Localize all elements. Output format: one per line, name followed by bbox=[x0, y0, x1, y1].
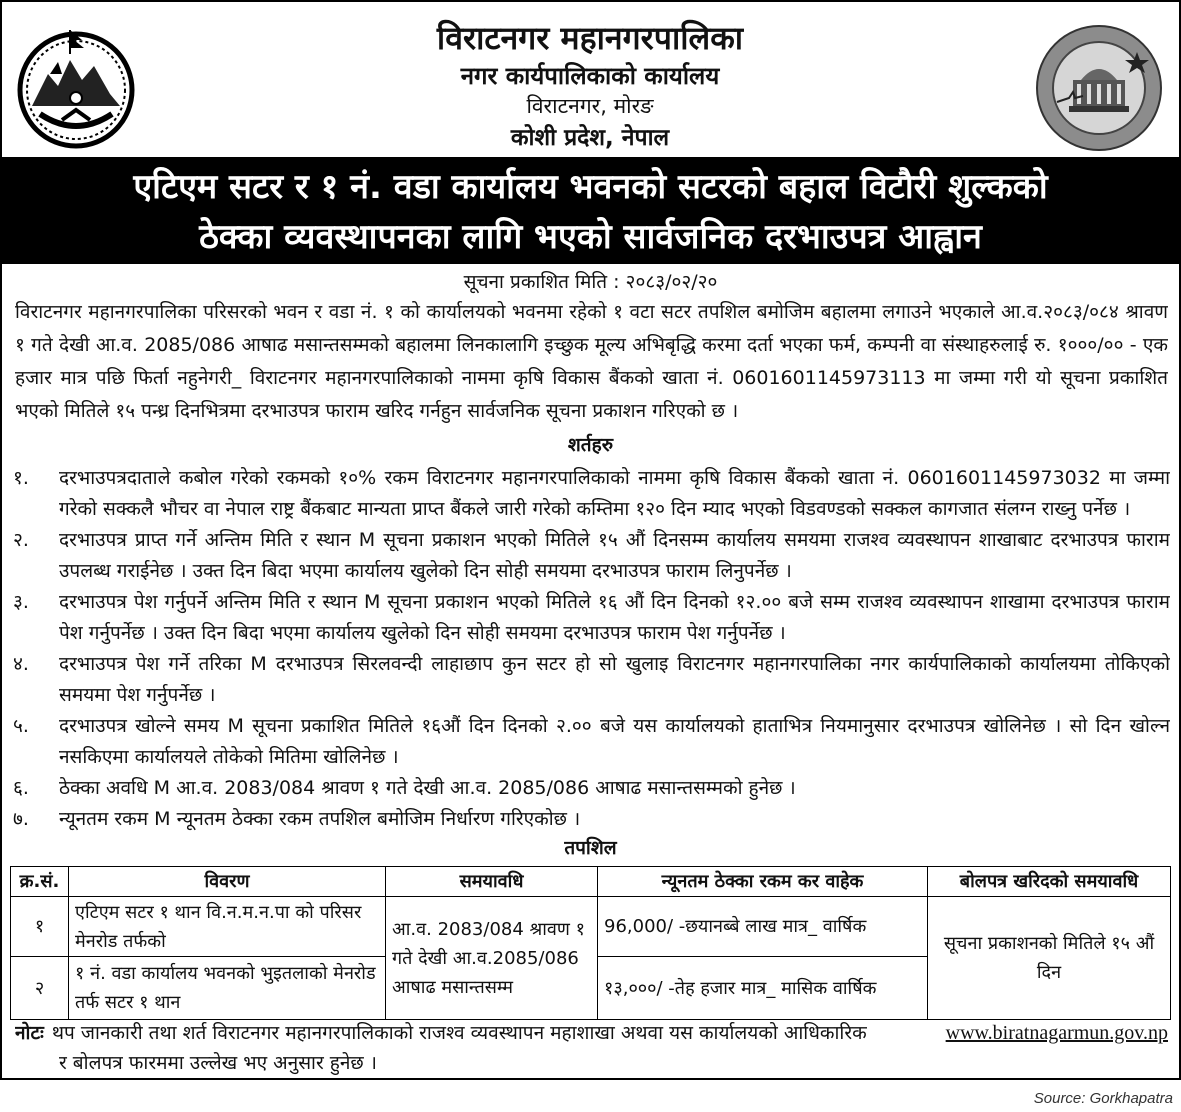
condition-item bbox=[0, 525, 1170, 587]
column-header-description: विवरण bbox=[69, 867, 386, 897]
city-name: विराटनगर, मोरङ bbox=[526, 94, 654, 118]
banner-line-1: एटिएम सटर र १ नं. वडा कार्यालय भवनको सटरको बहाल विटौरी शुल्कको bbox=[133, 167, 1048, 207]
condition-number: ७. bbox=[13, 808, 29, 830]
cell-amount: १३,०००/ -तेह हजार मात्र_ मासिक वार्षिक bbox=[598, 957, 928, 1020]
banner-line-2: ठेक्का व्यवस्थापनका लागि भएको सार्वजनिक दरभाउपत्र आह्वान bbox=[199, 217, 982, 257]
cell-serial: १ bbox=[11, 897, 69, 957]
condition-item bbox=[0, 649, 1170, 711]
schedule-table bbox=[10, 866, 1171, 1020]
condition-text: ठेक्का अवधि M आ.व. 2083/084 श्रावण १ गते देखी आ.व. 2085/086 आषाढ मसान्तसम्मको हुनेछ । bbox=[59, 777, 796, 799]
condition-number: ६. bbox=[13, 777, 29, 799]
condition-text: दरभाउपत्र खोल्ने समय M सूचना प्रकाशित मितिले १६औं दिन दिनको २.०० बजे यस कार्यालयको हाताभित्र नियमानुसार दरभाउपत्र खोलिनेछ । सो दिन खोल्न नसकिएमा कार्यालयले तोकेको मितिमा खोलिनेछ । bbox=[59, 715, 1170, 768]
cell-amount: 96,000/ -छयानब्बे लाख मात्र_ वार्षिक bbox=[598, 897, 928, 957]
note-section bbox=[15, 1018, 1168, 1078]
condition-text: दरभाउपत्र प्राप्त गर्ने अन्तिम मिति र स्थान M सूचना प्रकाशन भएको मितिले १५ औं दिनसम्म कार्यालय समयमा राजश्व व्यवस्थापन शाखाबाट दरभाउपत्र फाराम उपलब्ध गराईनेछ । उक्त दिन बिदा भएमा कार्यालय खुलेको दिन सोही समयमा दरभाउपत्र फाराम लिनुपर्नेछ । bbox=[59, 529, 1170, 582]
condition-number: ४. bbox=[13, 653, 29, 675]
condition-text: दरभाउपत्र पेश गर्नुपर्ने अन्तिम मिति र स्थान M सूचना प्रकाशन भएको मितिले १६ औं दिन दिनको १२.०० बजे सम्म राजश्व व्यवस्थापन शाखामा दरभाउपत्र फाराम पेश गर्नुपर्नेछ । उक्त दिन बिदा भएमा कार्यालय खुलेको दिन सोही समयमा दरभाउपत्र फाराम पेश गर्नुपर्नेछ । bbox=[59, 591, 1170, 644]
condition-text: दरभाउपत्र पेश गर्ने तरिका M दरभाउपत्र सिरलवन्दी लाहाछाप कुन सटर हो सो खुलाइ विराटनगर महानगरपालिका नगर कार्यपालिकाको कार्यालयमा तोकिएको समयमा पेश गर्नुपर्नेछ । bbox=[59, 653, 1170, 706]
condition-number: २. bbox=[13, 529, 29, 551]
notice-banner bbox=[2, 160, 1179, 264]
cell-description: एटिएम सटर १ थान वि.न.म.न.पा को परिसर मेनरोड तर्फको bbox=[69, 897, 386, 957]
condition-item bbox=[0, 804, 1170, 833]
condition-number: ५. bbox=[13, 715, 29, 737]
cell-description: १ नं. वडा कार्यालय भवनको भुइतलाको मेनरोड तर्फ सटर १ थान bbox=[69, 957, 386, 1020]
condition-item bbox=[0, 711, 1170, 773]
published-date: सूचना प्रकाशित मिति : २०८३/०२/२० bbox=[463, 271, 718, 293]
condition-item bbox=[0, 463, 1170, 525]
nepal-emblem-icon bbox=[10, 22, 142, 154]
intro-paragraph: विराटनगर महानगरपालिका परिसरको भवन र वडा नं. १ को कार्यालयको भवनमा रहेको १ वटा सटर तपशिल बमोजिम बहालमा लगाउने भएकाले आ.व.२०८३/०८४ श्रावण १ गते देखी आ.व. 2085/086 आषाढ मसान्तसम्मको बहालमा लिनकालागि इच्छुक मूल्य अभिबृद्धि करमा दर्ता भएका फर्म, कम्पनी वा संस्थाहरुलाई रु. १०००/०० - एक हजार मात्र पछि फिर्ता नहुनेगरी_ विराटनगर महानगरपालिकाको नाममा कृषि विकास बैंकको खाता नं. 0601601145973113 मा जम्मा गरी यो सूचना प्रकाशित भएको मितिले १५ पन्ध्र दिनभित्रमा दरभाउपत्र फाराम खरिद गर्नहुन सार्वजनिक सूचना प्रकाशन गरिएको छ । bbox=[15, 301, 1168, 422]
note-line-2: र बोलपत्र फारममा उल्लेख भए अनुसार हुनेछ । bbox=[59, 1052, 377, 1074]
condition-text: न्यूनतम रकम M न्यूनतम ठेक्का रकम तपशिल बमोजिम निर्धारण गरिएकोछ । bbox=[59, 808, 581, 830]
note-text-wrap bbox=[15, 1018, 867, 1048]
column-header-minimum-amount: न्यूनतम ठेक्का रकम कर वाहेक bbox=[598, 867, 928, 897]
column-header-serial: क्र.सं. bbox=[11, 867, 69, 897]
conditions-heading: शर्तहरु bbox=[567, 434, 614, 456]
condition-item bbox=[0, 773, 1170, 804]
column-header-period: समयावधि bbox=[386, 867, 598, 897]
cell-purchase-period: सूचना प्रकाशनको मितिले १५ औं दिन bbox=[928, 897, 1171, 1020]
condition-number: १. bbox=[13, 467, 29, 489]
table-header-row bbox=[11, 867, 1171, 897]
province-name: कोशी प्रदेश, नेपाल bbox=[510, 125, 670, 151]
column-header-purchase-period: बोलपत्र खरिदको समयावधि bbox=[928, 867, 1171, 897]
cell-serial: २ bbox=[11, 957, 69, 1020]
condition-number: ३. bbox=[13, 591, 29, 613]
source-credit: Source: Gorkhapatra bbox=[1033, 1090, 1173, 1107]
office-name: नगर कार्यपालिकाको कार्यालय bbox=[460, 62, 720, 90]
website-url: www.biratnagarmun.gov.np bbox=[945, 1022, 1168, 1044]
note-line-1 bbox=[15, 1018, 1168, 1048]
table-row bbox=[11, 897, 1171, 957]
biratnagar-metropolitan-logo-icon bbox=[1033, 22, 1165, 154]
note-text: थप जानकारी तथा शर्त विराटनगर महानगरपालिकाको राजश्व व्यवस्थापन महाशाखा अथवा यस कार्यालयको आधिकारिक bbox=[51, 1022, 867, 1044]
schedule-heading: तपशिल bbox=[564, 837, 617, 859]
condition-item bbox=[0, 587, 1170, 649]
condition-text: दरभाउपत्रदाताले कबोल गरेको रकमको १०% रकम विराटनगर महानगरपालिकाको नाममा कृषि विकास बैंकको खाता नं. 0601601145973032 मा जम्मा गरेको सक्कलै भौचर वा नेपाल राष्ट्र बैंकबाट मान्यता प्राप्त बैंकले जारी गरेको कम्तिमा १२० दिन म्याद भएको विडवण्डको सक्कल कागजात संलग्न राख्नु पर्नेछ । bbox=[59, 467, 1170, 520]
note-label: नोटः bbox=[15, 1022, 44, 1044]
cell-period: आ.व. 2083/084 श्रावण १ गते देखी आ.व.2085/086 आषाढ मसान्तसम्म bbox=[386, 897, 598, 1020]
conditions-list bbox=[0, 463, 1170, 833]
municipality-title: विराटनगर महानगरपालिका bbox=[436, 19, 744, 57]
